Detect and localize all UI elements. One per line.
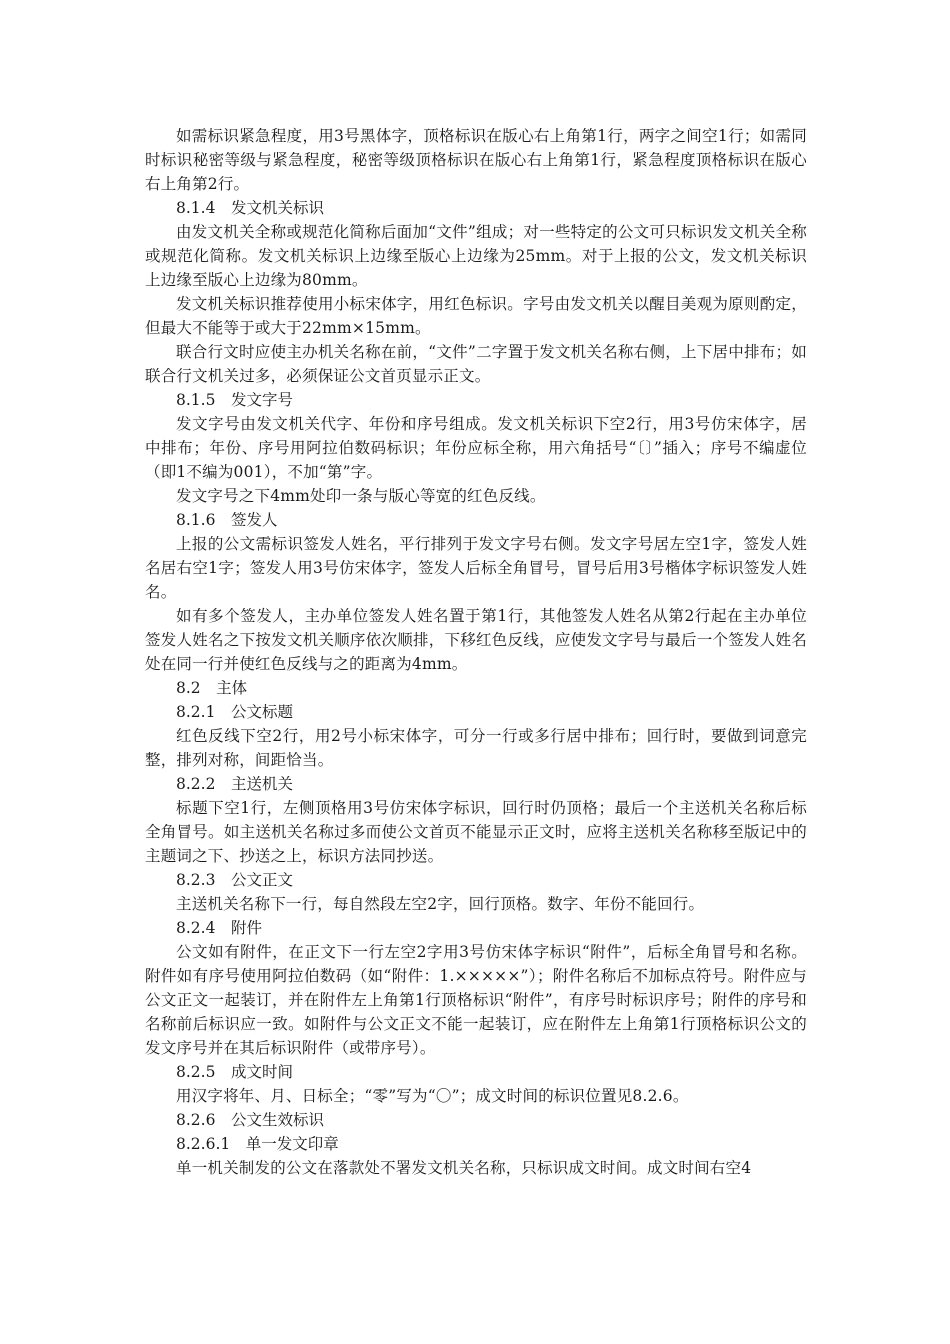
paragraph: 上报的公文需标识签发人姓名，平行排列于发文字号右侧。发文字号居左空1字，签发人姓名居右空1字；签发人用3号仿宋体字，签发人后标全角冒号，冒号后用3号楷体字标识签发人姓名。 [145, 535, 807, 601]
paragraph: 发文字号由发文机关代字、年份和序号组成。发文机关标识下空2行，用3号仿宋体字，居中排布；年份、序号用阿拉伯数码标识；年份应标全称，用六角括号“〔〕”插入；序号不编虚位（即1不编为001），不加“第”字。 [145, 415, 807, 481]
paragraph: 联合行文时应使主办机关名称在前，“文件”二字置于发文机关名称右侧，上下居中排布；如联合行文机关过多，必须保证公文首页显示正文。 [145, 343, 807, 385]
paragraph: 主送机关名称下一行，每自然段左空2字，回行顶格。数字、年份不能回行。 [176, 895, 705, 913]
section-heading: 8.1.6 签发人 [176, 511, 278, 529]
paragraph: 单一机关制发的公文在落款处不署发文机关名称，只标识成文时间。成文时间右空4 [176, 1159, 752, 1177]
paragraph: 由发文机关全称或规范化简称后面加“文件”组成；对一些特定的公文可只标识发文机关全称或规范化简称。发文机关标识上边缘至版心上边缘为25mm。对于上报的公文，发文机关标识上边缘至版心上边缘为80mm。 [145, 223, 807, 289]
paragraph: 如有多个签发人，主办单位签发人姓名置于第1行，其他签发人姓名从第2行起在主办单位签发人姓名之下按发文机关顺序依次顺排，下移红色反线，应使发文字号与最后一个签发人姓名处在同一行并使红色反线与之的距离为4mm。 [145, 607, 807, 673]
section-heading: 8.2.5 成文时间 [176, 1063, 293, 1081]
paragraph: 发文字号之下4mm处印一条与版心等宽的红色反线。 [176, 487, 546, 505]
paragraph: 如需标识紧急程度，用3号黑体字，顶格标识在版心右上角第1行，两字之间空1行；如需同时标识秘密等级与紧急程度，秘密等级顶格标识在版心右上角第1行，紧急程度顶格标识在版心右上角第2行。 [145, 127, 807, 193]
document-body [145, 124, 807, 1180]
section-heading: 8.2.6 公文生效标识 [176, 1111, 324, 1129]
section-heading: 8.2.1 公文标题 [176, 703, 293, 721]
paragraph: 红色反线下空2行，用2号小标宋体字，可分一行或多行居中排布；回行时，要做到词意完整，排列对称，间距恰当。 [145, 727, 807, 769]
paragraph: 公文如有附件，在正文下一行左空2字用3号仿宋体字标识“附件”，后标全角冒号和名称。附件如有序号使用阿拉伯数码（如“附件：1.×××××”）；附件名称后不加标点符号。附件应与公文正文一起装订，并在附件左上角第1行顶格标识“附件”，有序号时标识序号；附件的序号和名称前后标识应一致。如附件与公文正文不能一起装订，应在附件左上角第1行顶格标识公文的发文序号并在其后标识附件（或带序号）。 [145, 943, 807, 1057]
section-heading: 8.1.4 发文机关标识 [176, 199, 324, 217]
paragraph: 标题下空1行，左侧顶格用3号仿宋体字标识，回行时仍顶格；最后一个主送机关名称后标全角冒号。如主送机关名称过多而使公文首页不能显示正文时，应将主送机关名称移至版记中的主题词之下、抄送之上，标识方法同抄送。 [145, 799, 807, 865]
section-heading: 8.1.5 发文字号 [176, 391, 293, 409]
section-heading: 8.2 主体 [176, 679, 248, 697]
section-heading: 8.2.6.1 单一发文印章 [176, 1135, 339, 1153]
paragraph: 用汉字将年、月、日标全；“零”写为“〇”；成文时间的标识位置见8.2.6。 [176, 1087, 689, 1105]
section-heading: 8.2.3 公文正文 [176, 871, 293, 889]
section-heading: 8.2.2 主送机关 [176, 775, 293, 793]
section-heading: 8.2.4 附件 [176, 919, 262, 937]
paragraph: 发文机关标识推荐使用小标宋体字，用红色标识。字号由发文机关以醒目美观为原则酌定，但最大不能等于或大于22mm×15mm。 [145, 295, 807, 337]
